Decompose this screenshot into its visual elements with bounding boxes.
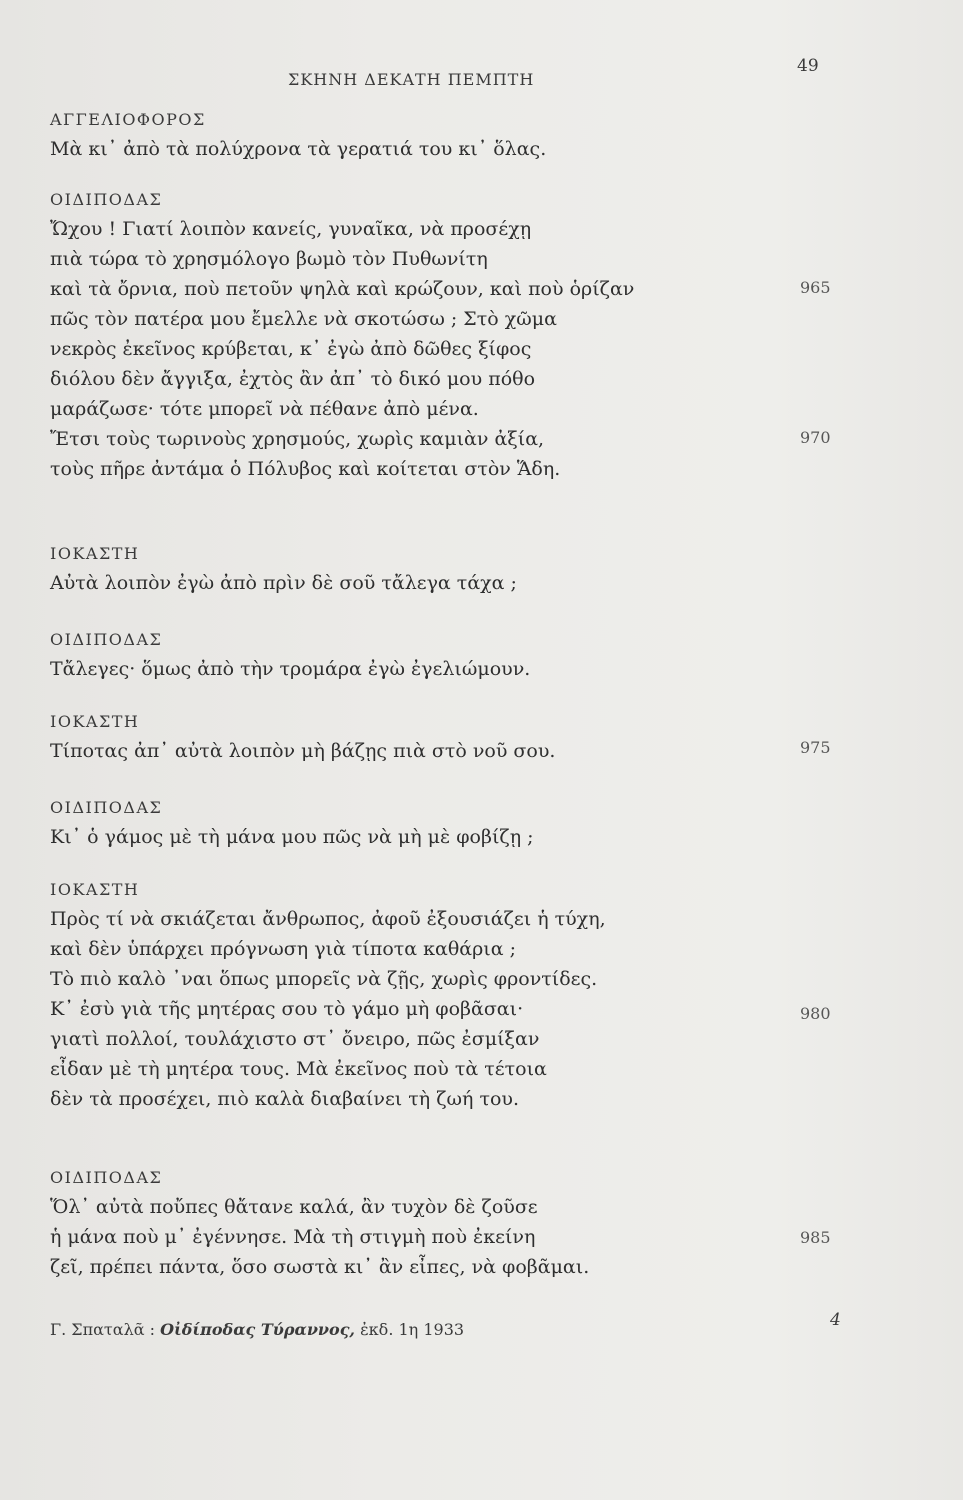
speaker-name: ΟΙΔΙΠΟΔΑΣ bbox=[50, 798, 163, 817]
speech-block-messenger bbox=[50, 106, 770, 164]
running-head: ΣΚΗΝΗ ΔΕΚΑΤΗ ΠΕΜΠΤΗ bbox=[288, 70, 535, 89]
footer-author: Γ. Σπαταλᾶ : bbox=[50, 1320, 155, 1339]
page-footer bbox=[50, 1320, 464, 1339]
speech-block-oedipus bbox=[50, 626, 770, 684]
speaker-name: ΟΙΔΙΠΟΔΑΣ bbox=[50, 1168, 163, 1187]
verse-line: τοὺς πῆρε ἀντάμα ὁ Πόλυβος καὶ κοίτεται στὸν Ἅδη. bbox=[50, 458, 561, 480]
speech-block-jocasta bbox=[50, 708, 770, 766]
verse-line: εἶδαν μὲ τὴ μητέρα τους. Μὰ ἐκεῖνος ποὺ τὰ τέτοια bbox=[50, 1058, 547, 1080]
speech-block-jocasta bbox=[50, 540, 770, 598]
footer-work-title: Οἰδίποδας Τύραννος, bbox=[160, 1320, 355, 1339]
footer-edition: ἐκδ. 1η 1933 bbox=[360, 1320, 465, 1339]
verse-line: Ὤχου ! Γιατί λοιπὸν κανείς, γυναῖκα, νὰ προσέχῃ bbox=[50, 218, 532, 240]
speaker-name: ΙΟΚΑΣΤΗ bbox=[50, 544, 140, 563]
verse-line: καὶ δὲν ὑπάρχει πρόγνωση γιὰ τίποτα καθάρια ; bbox=[50, 938, 517, 960]
verse-line: πῶς τὸν πατέρα μου ἔμελλε νὰ σκοτώσω ; Στὸ χῶμα bbox=[50, 308, 557, 330]
verse-line: ζεῖ, πρέπει πάντα, ὅσο σωστὰ κι᾽ ἂν εἶπες, νὰ φοβᾶμαι. bbox=[50, 1256, 590, 1278]
speech-block-oedipus bbox=[50, 794, 770, 852]
speech-block-jocasta bbox=[50, 876, 770, 1114]
line-number: 980 bbox=[800, 1004, 831, 1023]
verse-line: νεκρὸς ἐκεῖνος κρύβεται, κ᾽ ἐγὼ ἀπὸ δῶθες ξίφος bbox=[50, 338, 532, 360]
verse-line: ἡ μάνα ποὺ μ᾽ ἐγέννησε. Μὰ τὴ στιγμὴ ποὺ ἐκείνη bbox=[50, 1226, 536, 1248]
verse-line: Τίποτας ἀπ᾽ αὐτὰ λοιπὸν μὴ βάζῃς πιὰ στὸ νοῦ σου. bbox=[50, 740, 556, 762]
line-number: 965 bbox=[800, 278, 831, 297]
verse-line: Ὅλ᾽ αὐτὰ ποὔπες θἄτανε καλά, ἂν τυχὸν δὲ ζοῦσε bbox=[50, 1196, 538, 1218]
page-number: 49 bbox=[797, 56, 819, 76]
line-number: 985 bbox=[800, 1228, 831, 1247]
verse-line: καὶ τὰ ὄρνια, ποὺ πετοῦν ψηλὰ καὶ κρώζουν, καὶ ποὺ ὁρίζαν bbox=[50, 278, 635, 300]
line-number: 975 bbox=[800, 738, 831, 757]
line-number: 970 bbox=[800, 428, 831, 447]
speaker-name: ΙΟΚΑΣΤΗ bbox=[50, 880, 140, 899]
speaker-name: ΙΟΚΑΣΤΗ bbox=[50, 712, 140, 731]
speaker-name: ΑΓΓΕΛΙΟΦΟΡΟΣ bbox=[50, 110, 206, 129]
signature-mark: 4 bbox=[830, 1310, 841, 1330]
speaker-name: ΟΙΔΙΠΟΔΑΣ bbox=[50, 630, 163, 649]
verse-line: δὲν τὰ προσέχει, πιὸ καλὰ διαβαίνει τὴ ζωή του. bbox=[50, 1088, 519, 1110]
speech-block-oedipus bbox=[50, 186, 770, 484]
verse-line: Ἔτσι τοὺς τωρινοὺς χρησμούς, χωρὶς καμιὰν ἀξία, bbox=[50, 428, 545, 450]
verse-line: Κ᾽ ἐσὺ γιὰ τῆς μητέρας σου τὸ γάμο μὴ φοβᾶσαι· bbox=[50, 998, 524, 1020]
speaker-name: ΟΙΔΙΠΟΔΑΣ bbox=[50, 190, 163, 209]
verse-line: Μὰ κι᾽ ἀπὸ τὰ πολύχρονα τὰ γερατιά του κι᾽ ὅλας. bbox=[50, 138, 547, 160]
verse-line: μαράζωσε· τότε μπορεῖ νὰ πέθανε ἀπὸ μένα. bbox=[50, 398, 479, 420]
verse-line: διόλου δὲν ἄγγιξα, ἐχτὸς ἂν ἀπ᾽ τὸ δικό μου πόθο bbox=[50, 368, 536, 390]
verse-line: Αὐτὰ λοιπὸν ἐγὼ ἀπὸ πρὶν δὲ σοῦ τἄλεγα τάχα ; bbox=[50, 572, 517, 594]
verse-line: Τἄλεγες· ὅμως ἀπὸ τὴν τρομάρα ἐγὼ ἐγελιώμουν. bbox=[50, 658, 531, 680]
verse-line: Τὸ πιὸ καλὸ ᾽ναι ὅπως μπορεῖς νὰ ζῇς, χωρὶς φροντίδες. bbox=[50, 968, 598, 990]
verse-line: Πρὸς τί νὰ σκιάζεται ἄνθρωπος, ἀφοῦ ἐξουσιάζει ἡ τύχη, bbox=[50, 908, 606, 930]
verse-line: Κι᾽ ὁ γάμος μὲ τὴ μάνα μου πῶς νὰ μὴ μὲ φοβίζῃ ; bbox=[50, 826, 534, 848]
speech-block-oedipus bbox=[50, 1164, 770, 1282]
verse-line: πιὰ τώρα τὸ χρησμόλογο βωμὸ τὸν Πυθωνίτη bbox=[50, 248, 488, 270]
verse-line: γιατὶ πολλοί, τουλάχιστο στ᾽ ὄνειρο, πῶς ἐσμίξαν bbox=[50, 1028, 540, 1050]
